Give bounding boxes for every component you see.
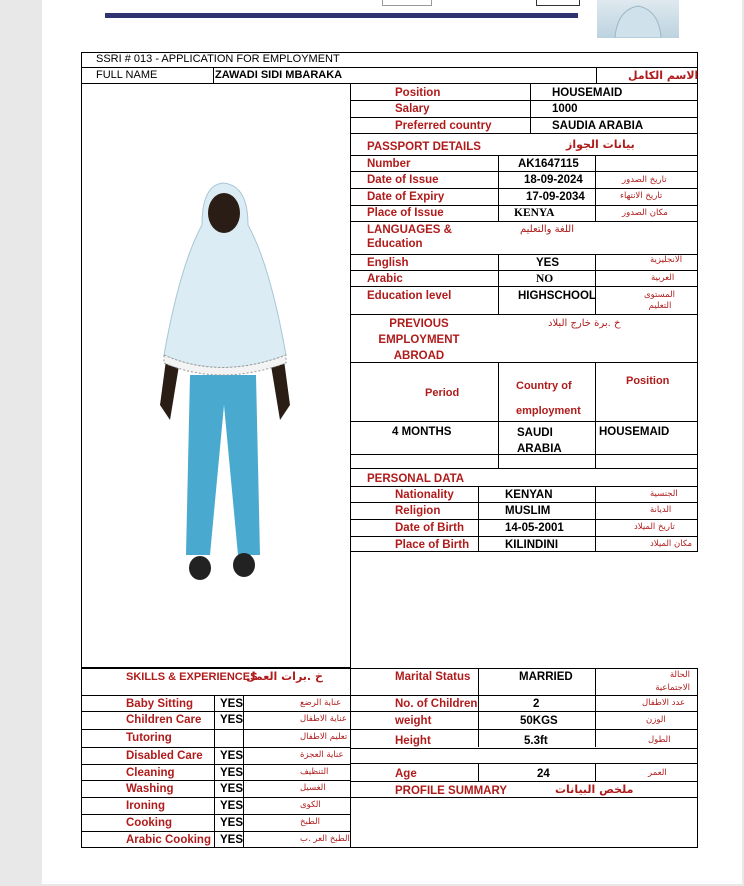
expiry-label: Date of Expiry <box>367 191 445 203</box>
age-value: 24 <box>537 768 550 780</box>
skill-label: Disabled Care <box>126 750 203 762</box>
skill-label-ar: عناية الاطفال <box>300 714 347 724</box>
skill-value: YES <box>220 750 244 762</box>
children-value: 2 <box>533 698 540 710</box>
previous-period: 4 MONTHS <box>392 426 452 438</box>
skill-label-ar: الكوى <box>300 800 321 810</box>
marital-value: MARRIED <box>519 671 573 683</box>
skill-label: Cleaning <box>126 767 175 779</box>
position-label: Position <box>395 87 441 99</box>
previous-position: HOUSEMAID <box>599 426 670 438</box>
skill-label-ar: تعليم الاطفال <box>300 732 348 742</box>
personal-title: PERSONAL DATA <box>367 473 465 485</box>
dob-ar: تاريخ الميلاد <box>634 522 675 532</box>
skill-label: Washing <box>126 783 174 795</box>
place-ar: مكان الصدور <box>622 208 668 218</box>
full-name-value: ZAWADI SIDI MBARAKA <box>215 69 343 81</box>
issue-ar: تاريخ الصدور <box>622 175 667 185</box>
salary-value: 1000 <box>552 103 578 115</box>
height-value: 5.3ft <box>524 735 548 747</box>
pob-ar: مكان الميلاد <box>650 539 693 549</box>
skill-value: YES <box>220 783 244 795</box>
skill-label: Tutoring <box>126 732 172 744</box>
toolbar-button[interactable] <box>382 0 432 6</box>
education-label: Education level <box>367 290 452 302</box>
english-label: English <box>367 257 409 269</box>
nationality-ar: الجنسية <box>650 489 678 499</box>
skill-label-ar: الطبخ <box>300 817 320 827</box>
applicant-photo <box>150 175 300 595</box>
issue-label: Date of Issue <box>367 174 439 186</box>
children-label: No. of Children <box>395 698 478 710</box>
education-ar: المستوى التعليم <box>643 290 675 311</box>
skill-value: YES <box>220 698 244 710</box>
skill-label-ar: الغسيل <box>300 783 326 793</box>
height-label: Height <box>395 735 431 747</box>
skill-label-ar: التنظيف <box>300 767 329 777</box>
skill-label-ar: الطبخ العر .ب <box>300 834 350 844</box>
religion-value: MUSLIM <box>505 505 551 517</box>
english-value: YES <box>536 257 560 269</box>
skill-value: YES <box>220 767 244 779</box>
col-position: Position <box>626 375 670 387</box>
age-label: Age <box>395 768 417 780</box>
dob-value: 14-05-2001 <box>505 522 564 534</box>
languages-title-ar: اللغة والتعليم <box>520 224 574 235</box>
profile-summary-label: PROFILE SUMMARY <box>395 785 508 797</box>
weight-label: weight <box>395 715 432 727</box>
position-value: HOUSEMAID <box>552 87 623 99</box>
pob-label: Place of Birth <box>395 539 470 551</box>
passport-title: PASSPORT DETAILS <box>367 141 481 153</box>
passport-number-label: Number <box>367 158 411 170</box>
skills-title-ar: خ .برات العمل <box>246 670 323 683</box>
full-name-ar: الاسم الكامل <box>628 69 699 82</box>
nationality-label: Nationality <box>395 489 454 501</box>
skill-label: Baby Sitting <box>126 698 194 710</box>
country-label: Preferred country <box>395 120 492 132</box>
place-value: KENYA <box>514 207 555 219</box>
skills-title: SKILLS & EXPERIENCES <box>126 671 258 683</box>
skill-value: YES <box>220 800 244 812</box>
col-period: Period <box>425 387 460 399</box>
skill-value: YES <box>220 817 244 829</box>
religion-label: Religion <box>395 505 441 517</box>
skill-label: Cooking <box>126 817 172 829</box>
languages-title: LANGUAGES & Education <box>367 224 452 251</box>
skill-label: Children Care <box>126 714 202 726</box>
weight-ar: الوزن <box>646 715 666 725</box>
expiry-value: 17-09-2034 <box>526 191 585 203</box>
toolbar-button[interactable] <box>536 0 580 6</box>
expiry-ar: تاريخ الانتهاء <box>620 191 663 201</box>
skill-label: Ironing <box>126 800 165 812</box>
skill-label-ar: عناية العجزة <box>300 750 344 760</box>
country-value: SAUDIA ARABIA <box>552 120 644 132</box>
height-ar: الطول <box>648 735 671 745</box>
form-title: SSRI # 013 - APPLICATION FOR EMPLOYMENT <box>96 53 340 65</box>
weight-value: 50KGS <box>520 715 558 727</box>
issue-value: 18-09-2024 <box>524 174 583 186</box>
marital-ar: الحالة الاجتماعية <box>655 670 690 693</box>
arabic-label: Arabic <box>367 273 403 285</box>
skill-label: Arabic Cooking <box>126 834 211 846</box>
arabic-value: NO <box>536 273 554 285</box>
dob-label: Date of Birth <box>395 522 464 534</box>
skill-label-ar: عناية الرضع <box>300 698 342 708</box>
previous-title: PREVIOUS EMPLOYMENT ABROAD <box>378 318 460 362</box>
name-row <box>81 67 698 84</box>
education-value: HIGHSCHOOL <box>518 290 596 302</box>
secondary-photo <box>597 0 679 38</box>
marital-label: Marital Status <box>395 671 471 683</box>
place-label: Place of Issue <box>367 207 444 219</box>
previous-country: SAUDI ARABIA <box>517 427 562 455</box>
passport-number: AK1647115 <box>518 158 579 170</box>
full-name-label: FULL NAME <box>96 69 158 81</box>
salary-label: Salary <box>395 103 430 115</box>
english-ar: الانجليزية <box>650 255 683 265</box>
nationality-value: KENYAN <box>505 489 553 501</box>
children-ar: عدد الاطفال <box>642 698 686 708</box>
pob-value: KILINDINI <box>505 539 559 551</box>
arabic-ar: العربية <box>651 273 675 283</box>
header-bar <box>105 13 578 18</box>
skill-value: YES <box>220 834 244 846</box>
passport-title-ar: بيانات الجواز <box>566 138 635 151</box>
col-country: Country of employment <box>516 380 581 417</box>
skill-value: YES <box>220 714 244 726</box>
religion-ar: الديانة <box>650 505 672 515</box>
previous-title-ar: خ .برة خارج البلاد <box>548 318 621 329</box>
age-ar: العمر <box>648 768 667 778</box>
profile-summary-ar: ملخص البيانات <box>555 783 634 796</box>
